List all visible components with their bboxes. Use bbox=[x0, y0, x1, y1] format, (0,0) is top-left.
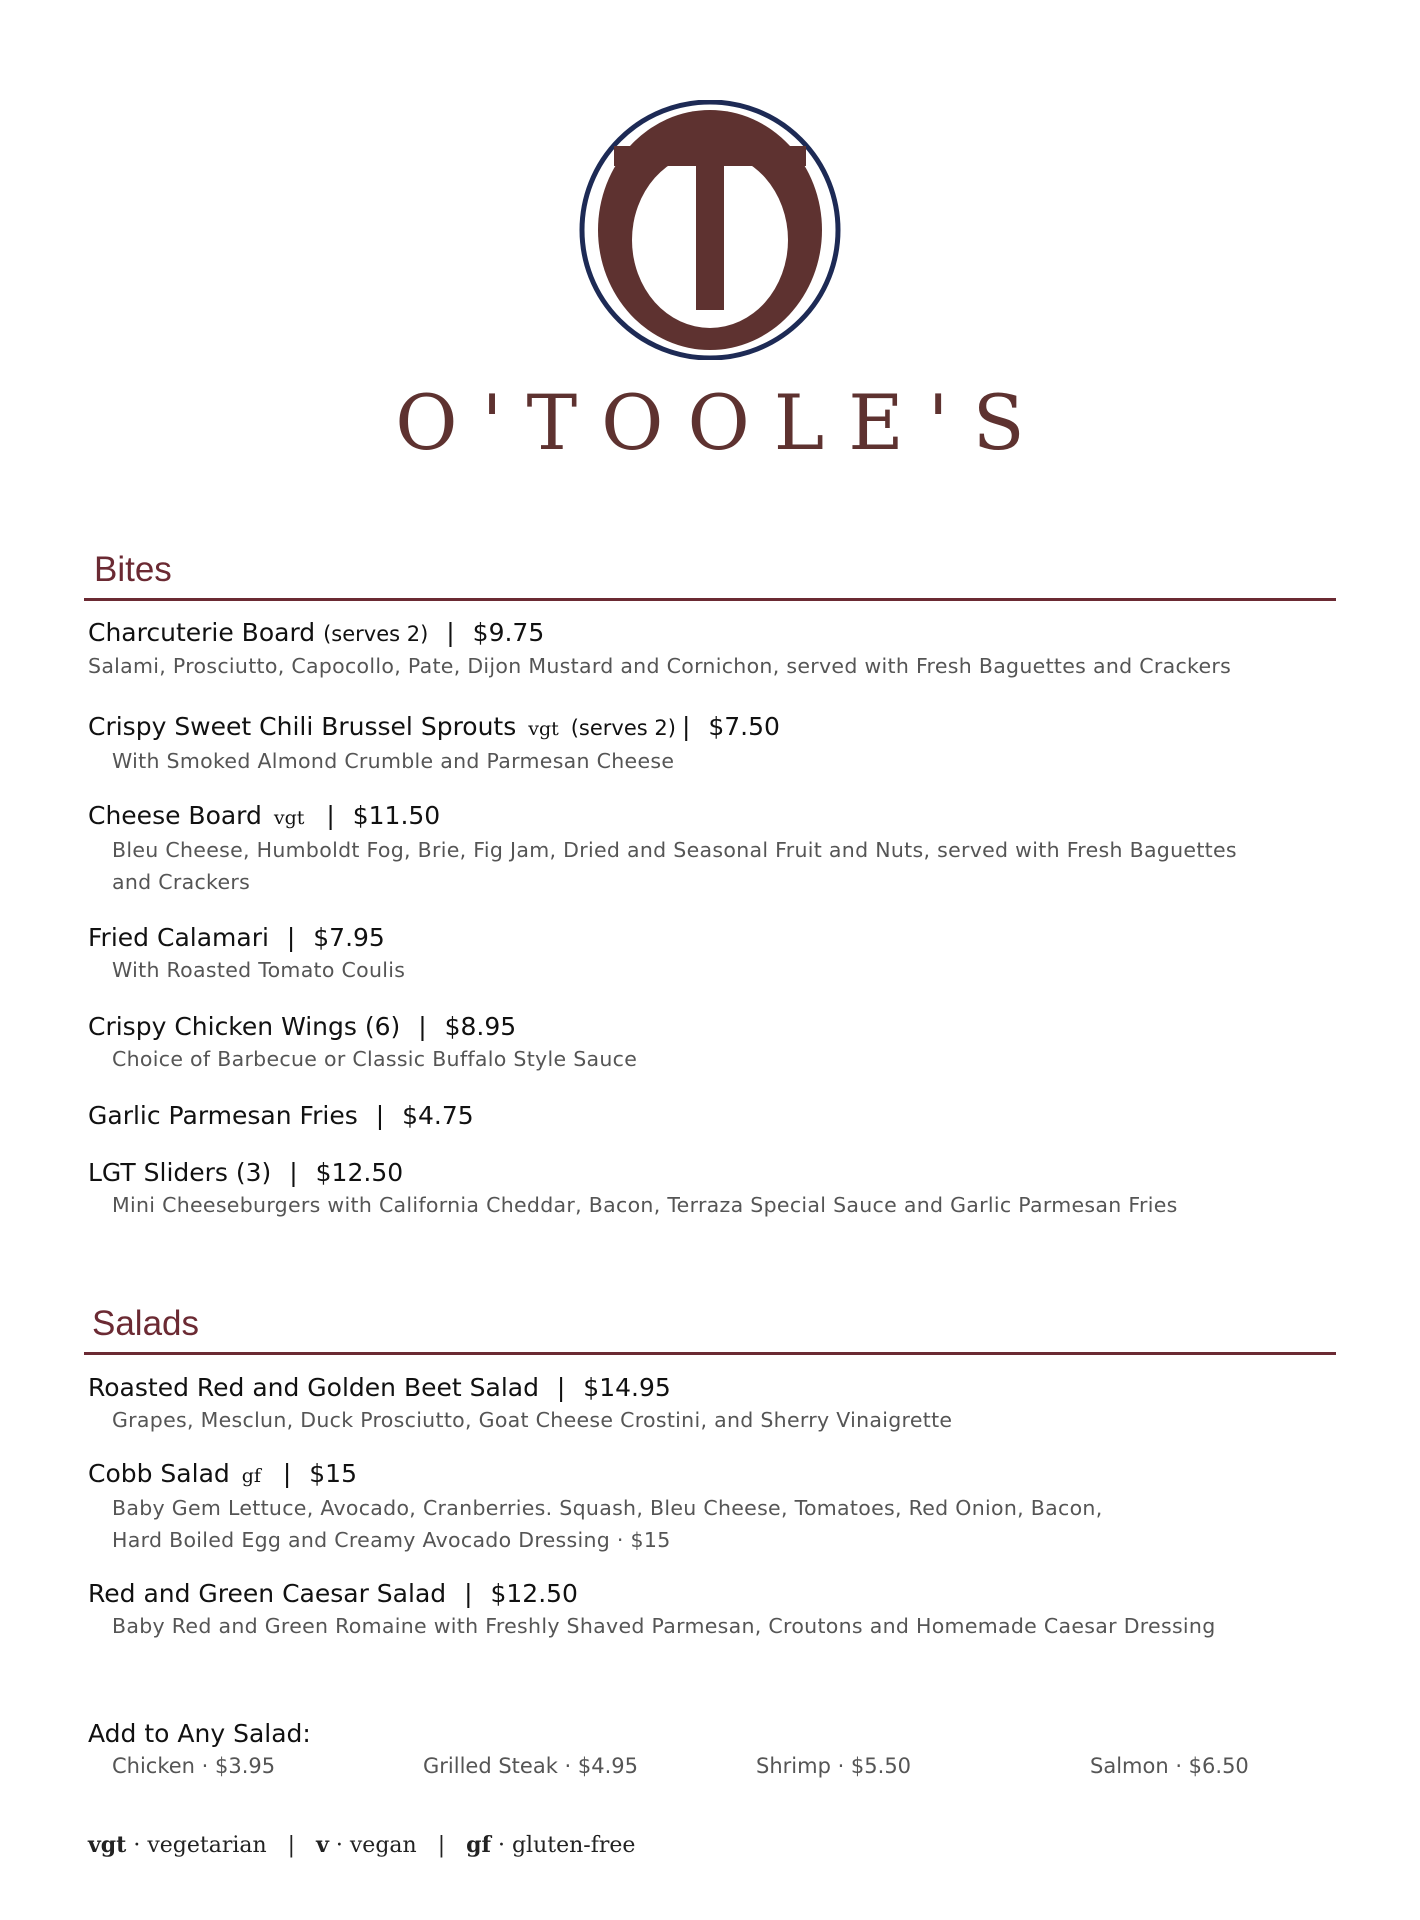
dietary-tag: gf bbox=[241, 1465, 261, 1487]
section-divider bbox=[84, 1352, 1336, 1355]
item-name: Cheese Board bbox=[88, 801, 262, 830]
price-separator: | bbox=[681, 712, 691, 741]
price-separator: | bbox=[375, 1101, 385, 1130]
price-separator: | bbox=[286, 923, 296, 952]
item-name: Charcuterie Board bbox=[88, 618, 316, 647]
item-price: $15 bbox=[309, 1459, 357, 1488]
item-price: $12.50 bbox=[315, 1158, 404, 1187]
addon-shrimp: Shrimp · $5.50 bbox=[756, 1754, 912, 1778]
item-heading bbox=[88, 617, 1338, 650]
item-name: LGT Sliders (3) bbox=[88, 1158, 272, 1187]
item-price: $11.50 bbox=[352, 801, 441, 830]
item-price: $9.75 bbox=[472, 618, 545, 647]
item-description-continued: Hard Boiled Egg and Creamy Avocado Dressing · $15 bbox=[112, 1528, 671, 1552]
dietary-tag: vgt bbox=[528, 718, 559, 740]
menu-item bbox=[88, 711, 1338, 777]
otooles-monogram-logo bbox=[574, 100, 846, 360]
price-separator: | bbox=[326, 801, 335, 830]
item-description: Bleu Cheese, Humboldt Fog, Brie, Fig Jam, Dried and Seasonal Fruit and Nuts, served with Fresh Baguettes bbox=[112, 838, 1237, 862]
item-name: Roasted Red and Golden Beet Salad bbox=[88, 1373, 539, 1402]
price-separator: | bbox=[289, 1158, 298, 1187]
price-separator: | bbox=[418, 1012, 427, 1041]
item-name: Red and Green Caesar Salad bbox=[88, 1579, 447, 1608]
section-bites bbox=[84, 548, 1336, 601]
item-price: $7.50 bbox=[708, 712, 780, 741]
item-heading bbox=[88, 1458, 1338, 1492]
item-description: Mini Cheeseburgers with California Cheddar, Bacon, Terraza Special Sauce and Garlic Parmesan Fries bbox=[112, 1193, 1178, 1217]
menu-item bbox=[88, 1372, 1338, 1436]
item-price: $14.95 bbox=[583, 1373, 671, 1402]
section-divider bbox=[84, 598, 1336, 601]
item-name: Crispy Sweet Chili Brussel Sprouts bbox=[88, 712, 517, 741]
item-price: $12.50 bbox=[490, 1579, 578, 1608]
item-heading bbox=[88, 1372, 1338, 1404]
item-heading bbox=[88, 711, 1338, 745]
item-price: $8.95 bbox=[444, 1012, 517, 1041]
brand-name: O'TOOLE'S bbox=[395, 378, 1049, 467]
legend-vgt-label: · vegetarian bbox=[133, 1833, 267, 1858]
legend-separator: | bbox=[437, 1833, 446, 1858]
item-heading bbox=[88, 1100, 1338, 1132]
item-description: With Smoked Almond Crumble and Parmesan Cheese bbox=[112, 749, 675, 773]
item-name: Fried Calamari bbox=[88, 923, 269, 952]
item-note: (serves 2) bbox=[323, 622, 429, 646]
item-heading bbox=[88, 1578, 1338, 1610]
section-title: Salads bbox=[92, 1304, 200, 1343]
price-separator: | bbox=[464, 1579, 473, 1608]
addon-chicken: Chicken · $3.95 bbox=[112, 1754, 276, 1778]
menu-item bbox=[88, 1578, 1338, 1642]
item-price: $7.95 bbox=[313, 923, 385, 952]
addon-salmon: Salmon · $6.50 bbox=[1090, 1754, 1249, 1778]
item-note: (serves 2) bbox=[570, 716, 676, 740]
section-salads bbox=[84, 1302, 1336, 1355]
item-description: With Roasted Tomato Coulis bbox=[112, 958, 406, 982]
dietary-legend bbox=[88, 1832, 635, 1858]
item-heading bbox=[88, 800, 1338, 834]
item-heading bbox=[88, 922, 1338, 954]
item-name: Garlic Parmesan Fries bbox=[88, 1101, 358, 1130]
item-description: Salami, Prosciutto, Capocollo, Pate, Dijon Mustard and Cornichon, served with Fresh Baguettes and Crackers bbox=[88, 654, 1232, 678]
menu-item bbox=[88, 922, 1338, 986]
item-description: Baby Red and Green Romaine with Freshly Shaved Parmesan, Croutons and Homemade Caesar Dressing bbox=[112, 1614, 1216, 1638]
item-description: Choice of Barbecue or Classic Buffalo Style Sauce bbox=[112, 1047, 638, 1071]
menu-item bbox=[88, 1100, 1338, 1132]
legend-v-key: v bbox=[316, 1832, 329, 1858]
price-separator: | bbox=[282, 1459, 292, 1488]
price-separator: | bbox=[446, 618, 455, 647]
addons-title: Add to Any Salad: bbox=[88, 1719, 311, 1748]
item-price: $4.75 bbox=[402, 1101, 474, 1130]
menu-item bbox=[88, 1458, 1338, 1556]
item-description: Grapes, Mesclun, Duck Prosciutto, Goat Cheese Crostini, and Sherry Vinaigrette bbox=[112, 1408, 953, 1432]
item-heading bbox=[88, 1011, 1338, 1043]
menu-item bbox=[88, 1157, 1338, 1221]
menu-item bbox=[88, 800, 1338, 898]
legend-v-label: · vegan bbox=[335, 1833, 417, 1858]
legend-gf-key: gf bbox=[466, 1832, 491, 1858]
legend-vgt-key: vgt bbox=[88, 1832, 127, 1858]
item-name: Crispy Chicken Wings (6) bbox=[88, 1012, 401, 1041]
price-separator: | bbox=[556, 1373, 566, 1402]
menu-item bbox=[88, 1011, 1338, 1075]
legend-separator: | bbox=[287, 1833, 296, 1858]
legend-gf-label: · gluten-free bbox=[497, 1833, 636, 1858]
menu-item bbox=[88, 617, 1338, 682]
item-heading bbox=[88, 1157, 1338, 1189]
item-description-continued: and Crackers bbox=[112, 870, 251, 894]
addon-grilled-steak: Grilled Steak · $4.95 bbox=[423, 1754, 638, 1778]
item-name: Cobb Salad bbox=[88, 1459, 230, 1488]
dietary-tag: vgt bbox=[273, 807, 305, 829]
logo bbox=[0, 100, 1420, 360]
section-title: Bites bbox=[94, 550, 172, 589]
item-description: Baby Gem Lettuce, Avocado, Cranberries. Squash, Bleu Cheese, Tomatoes, Red Onion, Bacon, bbox=[112, 1496, 1103, 1520]
